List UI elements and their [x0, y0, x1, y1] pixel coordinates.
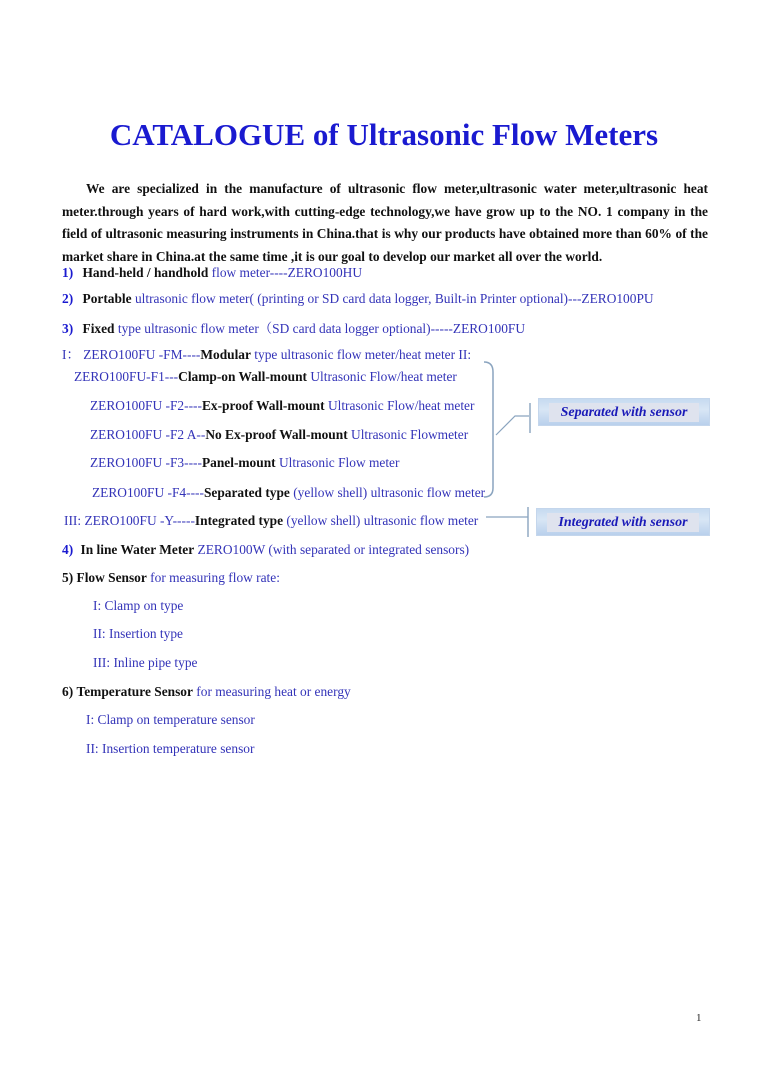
- item-text: Ultrasonic Flow/heat meter: [324, 398, 475, 413]
- item-prefix: ZERO100FU -F2 A--: [90, 427, 206, 442]
- item-bold: Clamp-on Wall-mount: [178, 369, 308, 384]
- item-prefix: I： ZERO100FU -FM----: [62, 347, 201, 362]
- item-bold: Flow Sensor: [76, 570, 147, 585]
- item-prefix: ZERO100FU -F2----: [90, 398, 202, 413]
- item-prefix: ZERO100FU-F1---: [74, 369, 179, 384]
- item-bold: In line Water Meter: [80, 542, 195, 557]
- item-text: Ultrasonic Flow meter: [275, 455, 400, 470]
- item-prefix: ZERO100FU -F4----: [92, 485, 204, 500]
- item-bold: Hand-held / handhold: [82, 265, 209, 280]
- item-bold: Integrated type: [194, 513, 284, 528]
- item-text: Ultrasonic Flowmeter: [347, 427, 469, 442]
- item-prefix: III: ZERO100FU -Y-----: [64, 513, 195, 528]
- item-number: 1): [62, 265, 74, 280]
- item-text: type ultrasonic flow meter（SD card data logger optional)-----ZERO100FU: [114, 321, 526, 336]
- item-6-temperature-sensor: [62, 684, 351, 700]
- item-text: ZERO100W (with separated or integrated sensors): [194, 542, 470, 557]
- item-bold: Modular: [200, 347, 251, 362]
- item-bold: No Ex-proof Wall-mount: [205, 427, 348, 442]
- item-fm-modular: [62, 344, 471, 363]
- page-number: 1: [696, 1012, 702, 1024]
- separated-callout-label: Separated with sensor: [549, 403, 699, 422]
- item-f2a-no-ex-proof: [90, 427, 468, 443]
- item-5-flow-sensor: [62, 570, 280, 586]
- item-2-portable: [62, 291, 654, 307]
- flow-sensor-insertion: II: Insertion type: [93, 626, 183, 641]
- item-number: 4): [62, 542, 74, 557]
- intro-text: We are specialized in the manufacture of ultrasonic flow meter,ultrasonic water meter,ultrasonic heat meter.through years of hard work,with cutting-edge technology,we have grow up to the NO. 1 company in the field of ultrasonic measuring instruments in China.that is why our products have obtained more than 60% of the market share in China.at the same time ,it is our goal to develop our market all over the world.: [62, 181, 708, 264]
- item-f2-ex-proof: [90, 398, 474, 414]
- item-text: type ultrasonic flow meter/heat meter II:: [250, 347, 472, 362]
- item-bold: Portable: [82, 291, 132, 306]
- item-number: 3): [62, 321, 74, 336]
- integrated-callout-label: Integrated with sensor: [547, 513, 699, 532]
- separated-callout-box: [538, 398, 710, 426]
- item-bold: Ex-proof Wall-mount: [201, 398, 325, 413]
- item-bold: Panel-mount: [201, 455, 276, 470]
- item-number: 6): [62, 684, 74, 699]
- item-number: 2): [62, 291, 74, 306]
- intro-paragraph: [62, 178, 708, 268]
- item-bold: Fixed: [82, 321, 115, 336]
- item-text: Ultrasonic Flow/heat meter: [307, 369, 457, 384]
- item-text: flow meter----ZERO100HU: [208, 265, 362, 280]
- item-bold: Separated type: [203, 485, 290, 500]
- item-4-inline-water-meter: [62, 542, 469, 558]
- item-f1-clamp-on: [74, 369, 457, 385]
- item-number: 5): [62, 570, 74, 585]
- item-bold: Temperature Sensor: [76, 684, 193, 699]
- item-3-fixed: [62, 318, 525, 337]
- page-title: CATALOGUE of Ultrasonic Flow Meters: [109, 117, 659, 152]
- temp-sensor-insertion: II: Insertion temperature sensor: [86, 741, 255, 756]
- item-text: (yellow shell) ultrasonic flow meter: [283, 513, 479, 528]
- item-1-handheld: [62, 265, 362, 281]
- item-y-integrated: [64, 513, 478, 529]
- temp-sensor-clamp-on: I: Clamp on temperature sensor: [86, 712, 255, 727]
- item-text: for measuring flow rate:: [146, 570, 280, 585]
- item-text: ultrasonic flow meter( (printing or SD card data logger, Built-in Printer optional)---ZERO100PU: [131, 291, 654, 306]
- item-prefix: ZERO100FU -F3----: [90, 455, 202, 470]
- flow-sensor-inline-pipe: III: Inline pipe type: [93, 655, 198, 670]
- item-text: (yellow shell) ultrasonic flow meter: [289, 485, 486, 500]
- integrated-callout-box: [536, 508, 710, 536]
- item-f4-separated: [92, 485, 485, 501]
- flow-sensor-clamp-on: I: Clamp on type: [93, 598, 184, 613]
- item-f3-panel-mount: [90, 455, 399, 471]
- item-text: for measuring heat or energy: [192, 684, 351, 699]
